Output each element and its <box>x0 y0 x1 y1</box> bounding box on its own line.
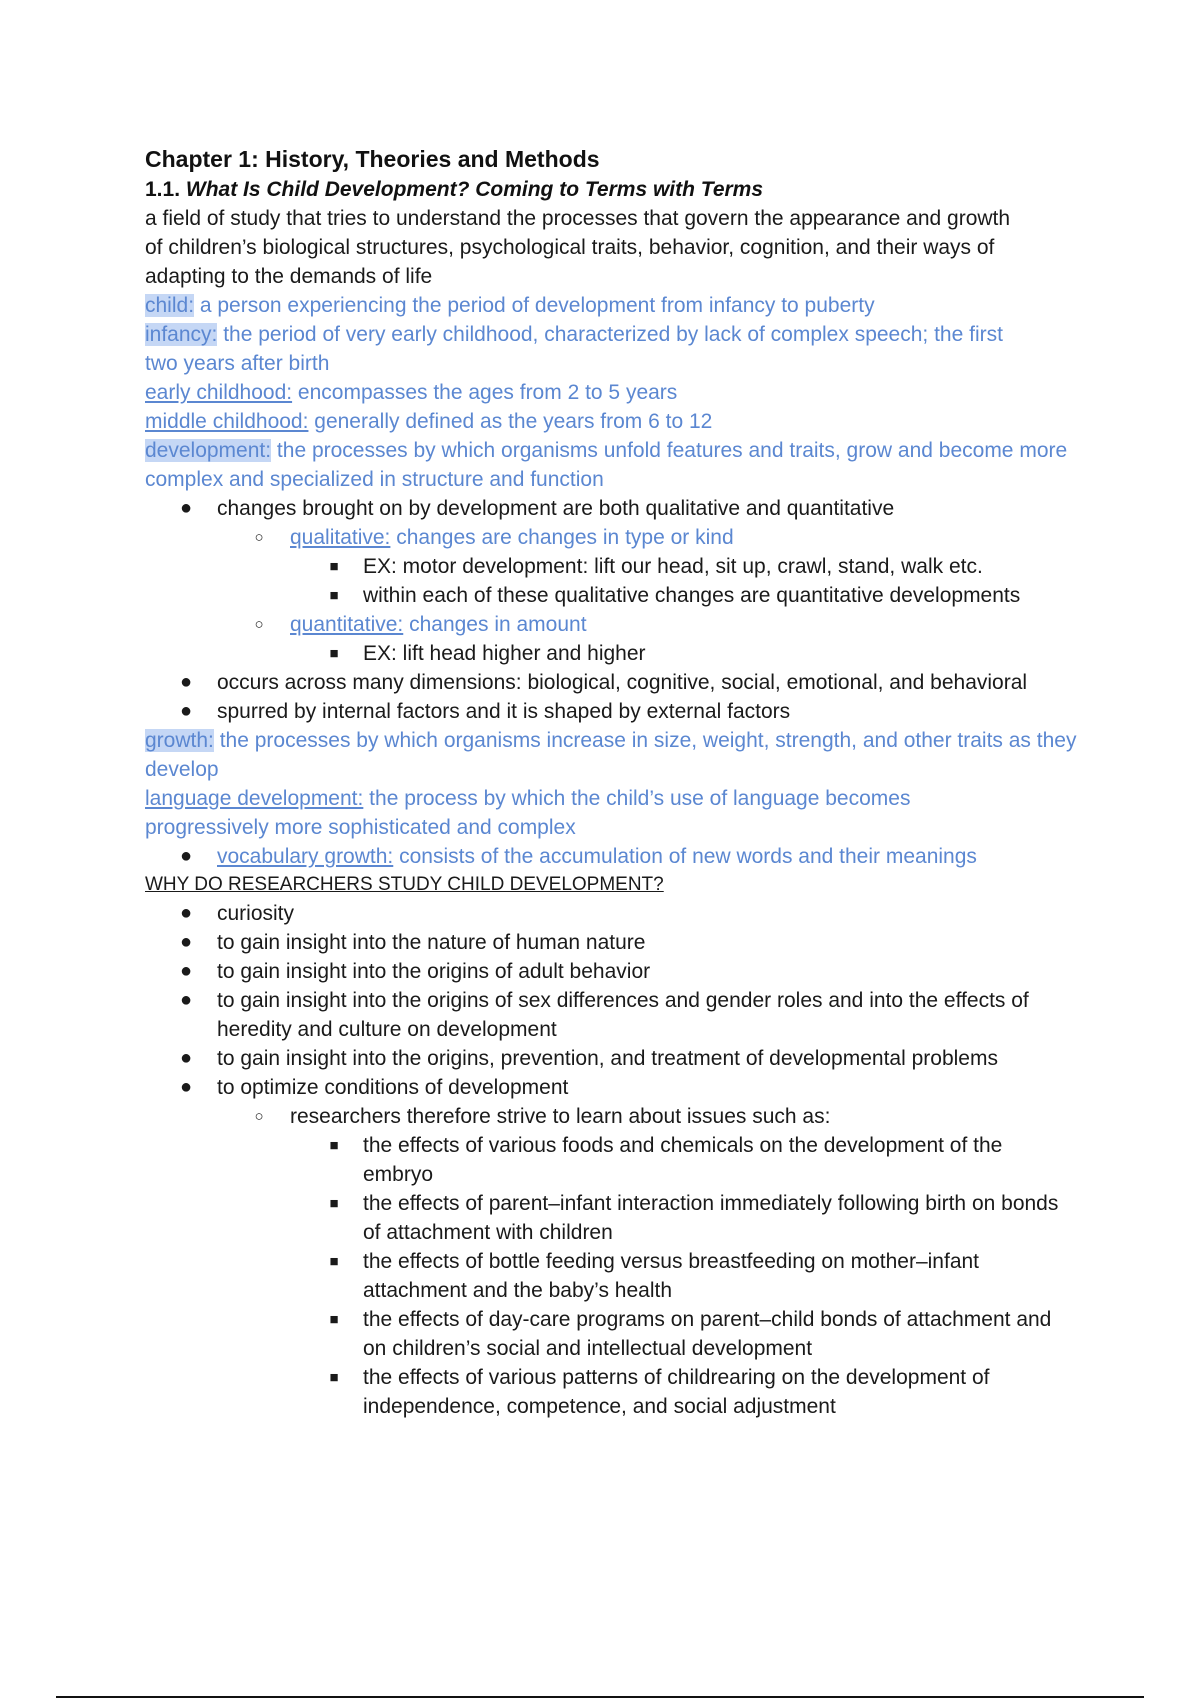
chapter-title: Chapter 1: History, Theories and Methods <box>145 146 600 172</box>
why-item: to gain insight into the origins of sex differences and gender roles and into the effects of heredity and culture on development <box>217 989 1029 1041</box>
list-item <box>145 957 1105 986</box>
section-title: What Is Child Development? Coming to Terms with Terms <box>185 178 764 201</box>
issue-item: the effects of various foods and chemicals on the development of the embryo <box>363 1134 1003 1186</box>
list-item <box>145 1247 1043 1305</box>
square-bullet-icon: ■ <box>329 1137 339 1154</box>
why-item: to gain insight into the origins, prevention, and treatment of developmental problems <box>217 1047 998 1070</box>
notes-content <box>145 142 1105 1421</box>
development-dimensions-text: occurs across many dimensions: biological, cognitive, social, emotional, and behavioral <box>217 671 1028 694</box>
definition-growth <box>145 726 1085 784</box>
square-bullet-icon: ■ <box>329 1311 339 1328</box>
qualitative-text: changes are changes in type or kind <box>390 526 734 549</box>
list-item <box>145 1189 1063 1247</box>
list-item <box>145 1102 1105 1131</box>
list-item <box>145 697 1105 726</box>
definition-development-text: the processes by which organisms unfold features and traits, grow and become more complex and specialized in structure and function <box>145 439 1068 491</box>
qualitative-example-2: within each of these qualitative changes are quantitative developments <box>363 584 1021 607</box>
bullet-icon: ● <box>179 989 193 1011</box>
issue-item: the effects of various patterns of childrearing on the development of independence, competence, and social adjustment <box>363 1366 990 1418</box>
issues-intro: researchers therefore strive to learn about issues such as: <box>290 1105 831 1128</box>
term-development: development: <box>145 439 272 462</box>
square-bullet-icon: ■ <box>329 1369 339 1386</box>
why-item: to gain insight into the nature of human nature <box>217 931 646 954</box>
list-item <box>145 494 1105 523</box>
why-item: curiosity <box>217 902 295 925</box>
definition-language-development <box>145 784 975 842</box>
bullet-icon: ● <box>179 700 193 722</box>
definition-child <box>145 291 1105 320</box>
term-qualitative: qualitative: <box>290 526 391 549</box>
bullet-icon: ● <box>179 671 193 693</box>
list-item <box>145 1131 1063 1189</box>
list-item <box>145 986 1097 1044</box>
definition-development <box>145 436 1075 494</box>
term-middle-childhood: middle childhood: <box>145 410 309 433</box>
development-changes-text: changes brought on by development are both qualitative and quantitative <box>217 497 895 520</box>
term-language-development: language development: <box>145 787 364 810</box>
issue-item: the effects of day-care programs on parent–child bonds of attachment and on children’s social and intellectual development <box>363 1308 1052 1360</box>
square-bullet-icon: ■ <box>329 558 339 575</box>
vocabulary-growth-text: consists of the accumulation of new words and their meanings <box>393 845 977 868</box>
square-bullet-icon: ■ <box>329 1195 339 1212</box>
term-infancy: infancy: <box>145 323 218 346</box>
definition-infancy <box>145 320 1005 378</box>
circle-bullet-icon: ○ <box>254 616 264 633</box>
term-child: child: <box>145 294 195 317</box>
definition-language-development-text: the process by which the child’s use of language becomes progressively more sophisticated and complex <box>145 787 911 839</box>
circle-bullet-icon: ○ <box>254 1108 264 1125</box>
intro-paragraph: a field of study that tries to understand the processes that govern the appearance and growth of children’s biological structures, psychological traits, behavior, cognition, and their ways of adapting to the demands of life <box>145 207 1011 288</box>
section-heading <box>145 176 1105 204</box>
list-item <box>145 842 1105 871</box>
why-item: to optimize conditions of development <box>217 1076 569 1099</box>
list-item <box>145 639 1105 668</box>
term-vocabulary-growth: vocabulary growth: <box>217 845 394 868</box>
bullet-icon: ● <box>179 497 193 519</box>
quantitative-text: changes in amount <box>403 613 587 636</box>
bullet-icon: ● <box>179 1076 193 1098</box>
square-bullet-icon: ■ <box>329 1253 339 1270</box>
bullet-icon: ● <box>179 902 193 924</box>
why-item: to gain insight into the origins of adult behavior <box>217 960 651 983</box>
term-early-childhood: early childhood: <box>145 381 293 404</box>
qualitative-example-1: EX: motor development: lift our head, sit up, crawl, stand, walk etc. <box>363 555 983 578</box>
definition-middle-childhood <box>145 407 1105 436</box>
list-item <box>145 1044 1105 1073</box>
list-item <box>145 1305 1078 1363</box>
circle-bullet-icon: ○ <box>254 529 264 546</box>
why-heading: WHY DO RESEARCHERS STUDY CHILD DEVELOPMENT? <box>145 874 664 895</box>
bullet-icon: ● <box>179 845 193 867</box>
definition-middle-childhood-text: generally defined as the years from 6 to 12 <box>308 410 713 433</box>
list-item <box>145 610 1105 639</box>
issue-item: the effects of parent–infant interaction immediately following birth on bonds of attachment with children <box>363 1192 1059 1244</box>
definition-early-childhood-text: encompasses the ages from 2 to 5 years <box>292 381 678 404</box>
list-item <box>145 1073 1105 1102</box>
development-factors-text: spurred by internal factors and it is shaped by external factors <box>217 700 791 723</box>
list-item <box>145 899 1105 928</box>
definition-growth-text: the processes by which organisms increase in size, weight, strength, and other traits as they develop <box>145 729 1077 781</box>
quantitative-example: EX: lift head higher and higher <box>363 642 646 665</box>
bullet-icon: ● <box>179 931 193 953</box>
definition-infancy-text: the period of very early childhood, characterized by lack of complex speech; the first two years after birth <box>145 323 1003 375</box>
list-item <box>145 523 1105 552</box>
square-bullet-icon: ■ <box>329 645 339 662</box>
section-number: 1.1. <box>145 178 181 201</box>
list-item <box>145 668 1105 697</box>
term-growth: growth: <box>145 729 214 752</box>
footer-divider <box>56 1696 1144 1698</box>
list-item <box>145 581 1105 610</box>
issue-item: the effects of bottle feeding versus breastfeeding on mother–infant attachment and the baby’s health <box>363 1250 980 1302</box>
term-quantitative: quantitative: <box>290 613 404 636</box>
list-item <box>145 928 1105 957</box>
bullet-icon: ● <box>179 960 193 982</box>
definition-child-text: a person experiencing the period of development from infancy to puberty <box>194 294 875 317</box>
definition-early-childhood <box>145 378 1105 407</box>
list-item <box>145 552 1105 581</box>
bullet-icon: ● <box>179 1047 193 1069</box>
list-item <box>145 1363 1063 1421</box>
square-bullet-icon: ■ <box>329 587 339 604</box>
